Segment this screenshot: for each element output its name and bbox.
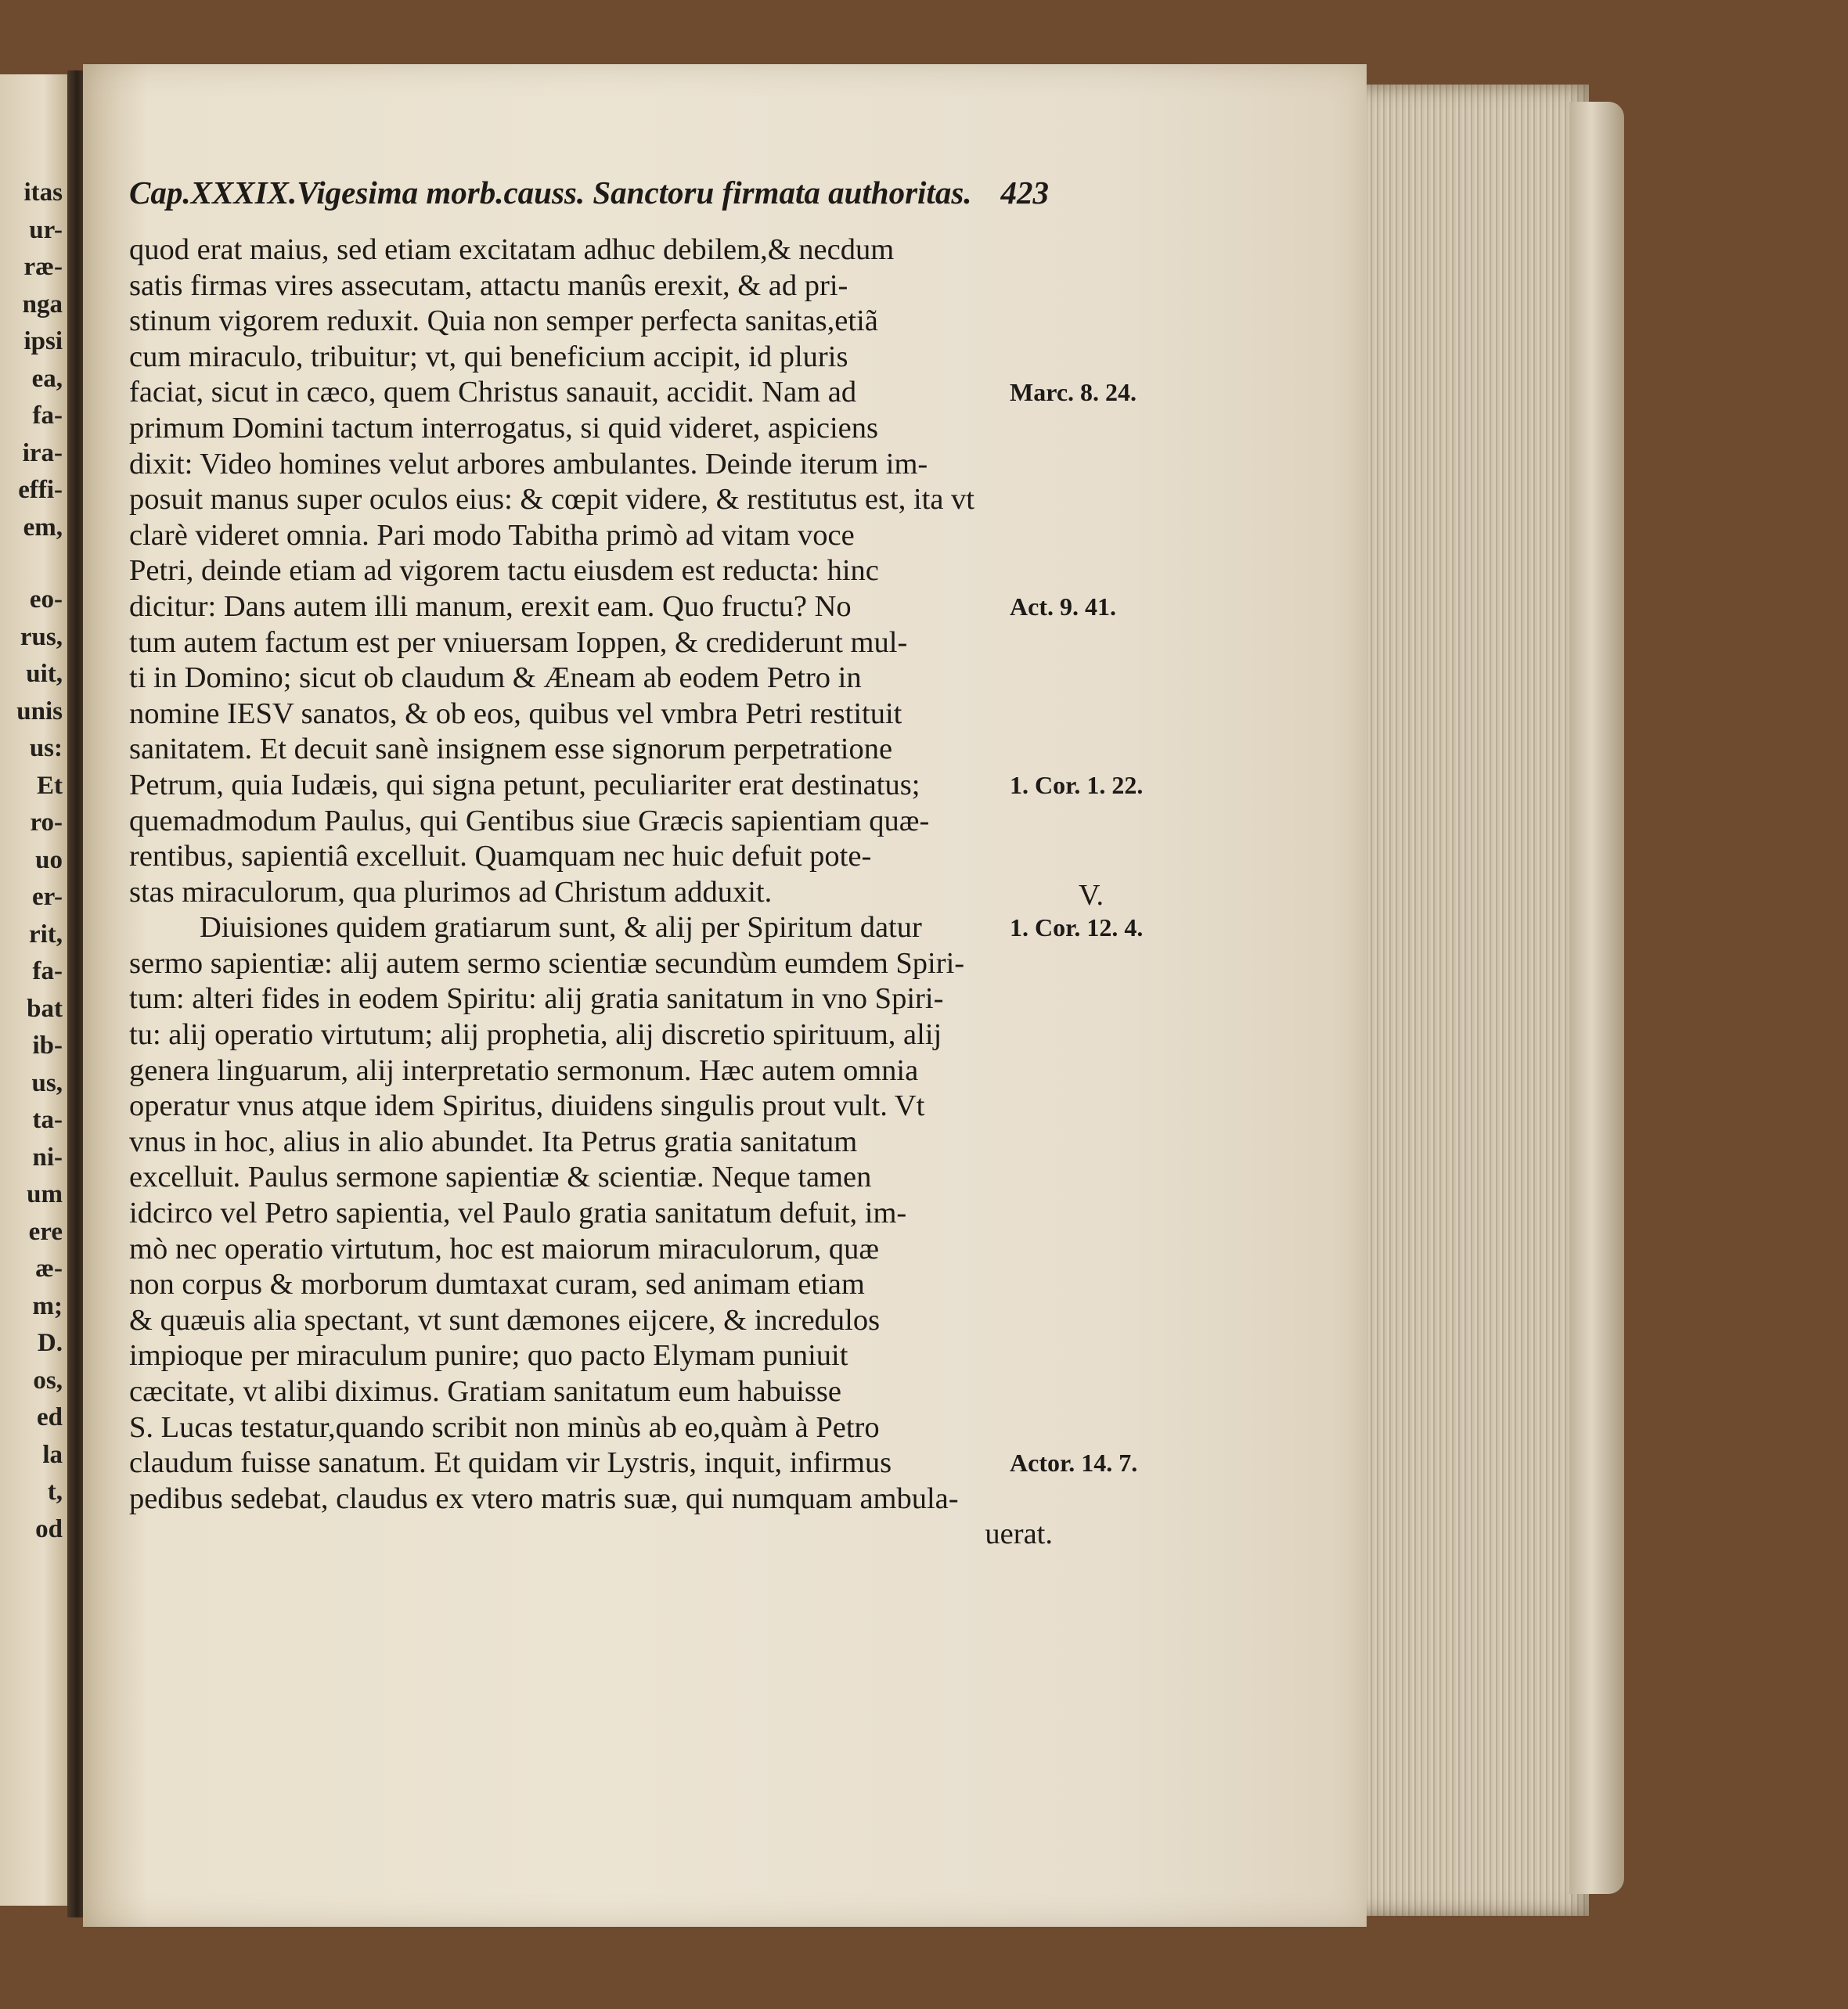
left-page-fragment: ea,: [31, 364, 63, 393]
text-line: posuit manus super oculos eius: & cœpit videre, & restitutus est, ita vt: [129, 483, 974, 517]
running-title: Cap.XXXIX.Vigesima morb.causs. Sanctoru firmata authoritas.: [129, 175, 972, 211]
left-page-fragment: us:: [29, 734, 63, 762]
left-page-fragment: æ-: [35, 1255, 63, 1283]
text-line: dicitur: Dans autem illi manum, erexit eam. Quo fructu? No: [129, 589, 852, 623]
left-page-fragment: ur-: [29, 215, 63, 244]
left-page-fragment: ira-: [22, 438, 63, 467]
left-page-fragment: um: [27, 1180, 63, 1208]
left-page-fragment: os,: [33, 1366, 63, 1395]
text-line: Petrum, quia Iudæis, qui signa petunt, peculiariter erat destinatus;: [129, 768, 920, 801]
left-page-fragment: fa-: [32, 401, 63, 430]
text-line: Diuisiones quidem gratiarum sunt, & alij per Spiritum datur: [200, 911, 922, 945]
page-fore-edge: [1331, 85, 1589, 1916]
text-line: sanitatem. Et decuit sanè insignem esse signorum perpetratione: [129, 733, 893, 766]
text-line: excelluit. Paulus sermone sapientiæ & scientiæ. Neque tamen: [129, 1161, 872, 1194]
left-page-fragment: ræ-: [23, 253, 63, 281]
text-line: uerat.: [985, 1518, 1053, 1551]
left-page-fragment: itas: [23, 178, 63, 207]
text-line: non corpus & morborum dumtaxat curam, sed animam etiam: [129, 1268, 865, 1302]
book-cover-board: [1569, 102, 1624, 1894]
text-line: stinum vigorem reduxit. Quia non semper perfecta sanitas,etiã: [129, 304, 878, 338]
left-page-fragment: effi-: [18, 476, 63, 504]
text-line: tum autem factum est per vniuersam Ioppen, & crediderunt mul-: [129, 625, 908, 659]
margin-note: V.: [1079, 878, 1104, 912]
text-line: vnus in hoc, alius in alio abundet. Ita Petrus gratia sanitatum: [129, 1125, 858, 1158]
text-line: faciat, sicut in cæco, quem Christus sanauit, accidit. Nam ad: [129, 376, 857, 409]
left-page-fragment: Et: [37, 771, 63, 800]
text-line: & quæuis alia spectant, vt sunt dæmones eijcere, & incredulos: [129, 1303, 881, 1337]
margin-note: Marc. 8. 24.: [1010, 378, 1137, 407]
left-page-fragment: er-: [31, 883, 63, 911]
margin-note: Act. 9. 41.: [1010, 592, 1116, 621]
text-line: claudum fuisse sanatum. Et quidam vir Lystris, inquit, infirmus: [129, 1446, 892, 1480]
text-line: genera linguarum, alij interpretatio sermonum. Hæc autem omnia: [129, 1053, 919, 1087]
left-page-fragment: od: [35, 1514, 63, 1543]
left-page-fragment: fa-: [32, 957, 63, 985]
text-line: tu: alij operatio virtutum; alij prophetia, alij discretio spirituum, alij: [129, 1018, 942, 1052]
text-line: satis firmas vires assecutam, attactu manûs erexit, & ad pri-: [129, 268, 848, 302]
left-page-fragment: em,: [23, 513, 63, 542]
text-line: quemadmodum Paulus, qui Gentibus siue Græcis sapientiam quæ-: [129, 804, 930, 837]
text-line: rentibus, sapientiâ excelluit. Quamquam nec huic defuit pote-: [129, 840, 872, 873]
left-page-fragment: eo-: [29, 585, 63, 614]
text-line: Petri, deinde etiam ad vigorem tactu eiusdem est reducta: hinc: [129, 554, 879, 588]
text-line: clarè videret omnia. Pari modo Tabitha primò ad vitam voce: [129, 518, 855, 552]
left-page-fragment: ere: [28, 1217, 63, 1246]
text-line: impioque per miraculum punire; quo pacto Elymam puniuit: [129, 1339, 848, 1373]
running-header: [129, 174, 1049, 213]
left-page-fragment: ed: [37, 1403, 63, 1431]
text-line: sermo sapientiæ: alij autem sermo scientiæ secundùm eumdem Spiri-: [129, 946, 965, 980]
text-line: tum: alteri fides in eodem Spiritu: alij gratia sanitatum in vno Spiri-: [129, 982, 944, 1016]
left-page-fragment: ni-: [32, 1143, 63, 1172]
left-page-fragment: rus,: [20, 622, 63, 651]
text-line: dixit: Video homines velut arbores ambulantes. Deinde iterum im-: [129, 447, 928, 481]
text-line: S. Lucas testatur,quando scribit non minùs ab eo,quàm à Petro: [129, 1410, 880, 1444]
margin-note: Actor. 14. 7.: [1010, 1449, 1138, 1478]
left-page-fragment: la: [42, 1440, 63, 1469]
text-line: operatur vnus atque idem Spiritus, diuidens singulis prout vult. Vt: [129, 1089, 925, 1123]
left-page-fragment: unis: [16, 697, 63, 725]
left-page-fragment: bat: [27, 994, 63, 1023]
left-page-fragment: t,: [47, 1478, 63, 1506]
left-page-fragment: ipsi: [23, 327, 63, 355]
left-page-fragment: nga: [22, 290, 63, 319]
margin-note: 1. Cor. 1. 22.: [1010, 771, 1144, 799]
text-line: ti in Domino; sicut ob claudum & Æneam ab eodem Petro in: [129, 661, 862, 695]
text-line: idcirco vel Petro sapientia, vel Paulo gratia sanitatum defuit, im-: [129, 1197, 907, 1230]
left-page-fragment: ta-: [32, 1106, 63, 1134]
left-page-fragment: D.: [37, 1329, 63, 1357]
left-page-fragment: ib-: [32, 1032, 63, 1060]
text-line: cæcitate, vt alibi diximus. Gratiam sanitatum eum habuisse: [129, 1375, 841, 1408]
text-line: primum Domini tactum interrogatus, si quid videret, aspiciens: [129, 411, 878, 445]
left-page-fragment: m;: [32, 1291, 63, 1320]
page-number: 423: [1000, 175, 1049, 211]
margin-note: 1. Cor. 12. 4.: [1010, 913, 1144, 942]
text-line: nomine IESV sanatos, & ob eos, quibus vel vmbra Petri restituit: [129, 697, 902, 730]
left-page-fragment: rit,: [28, 920, 63, 949]
text-line: stas miraculorum, qua plurimos ad Christum adduxit.: [129, 875, 773, 909]
text-line: mò nec operatio virtutum, hoc est maiorum miraculorum, quæ: [129, 1232, 880, 1266]
text-line: pedibus sedebat, claudus ex vtero matris suæ, qui numquam ambula-: [129, 1482, 959, 1515]
left-page-fragment: uit,: [26, 660, 63, 688]
left-page-fragment: ro-: [30, 808, 63, 837]
left-page-fragment: us,: [31, 1068, 63, 1097]
left-page-fragment: uo: [35, 845, 63, 874]
text-line: cum miraculo, tribuitur; vt, qui beneficium accipit, id pluris: [129, 340, 848, 373]
text-body: [129, 232, 1053, 1553]
text-line: quod erat maius, sed etiam excitatam adhuc debilem,& necdum: [129, 233, 895, 266]
